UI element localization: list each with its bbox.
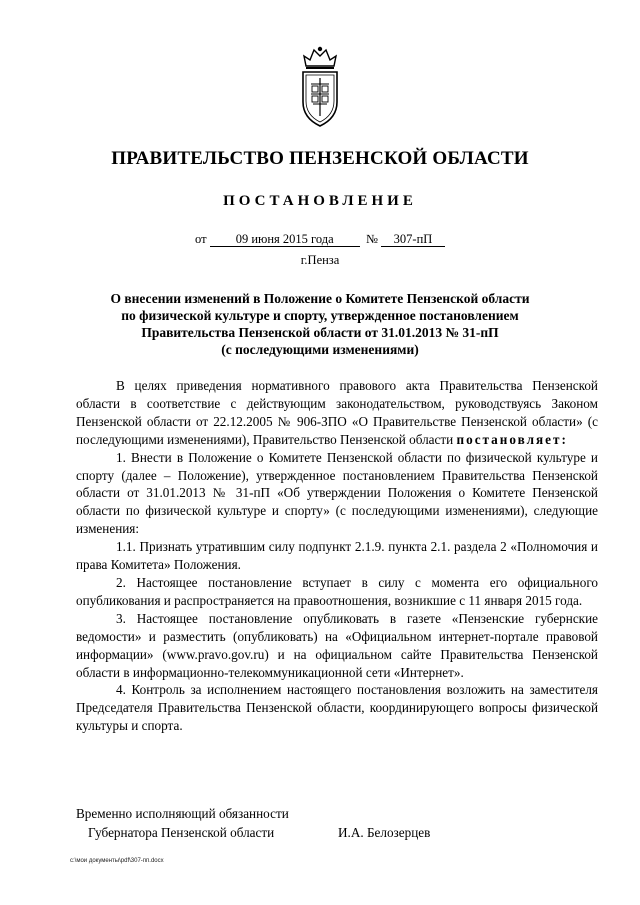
subject-line: Правительства Пензенской области от 31.01.2013 № 31-пП bbox=[141, 325, 499, 340]
signatory-role-line2: Губернатора Пензенской области bbox=[88, 825, 275, 840]
document-type: ПОСТАНОВЛЕНИЕ bbox=[223, 193, 417, 209]
decree-word: постановляет: bbox=[456, 431, 568, 447]
signatory-role-line1: Временно исполняющий обязанности bbox=[76, 806, 289, 821]
item-paragraph: 1.1. Признать утратившим силу подпункт 2.1.9. пункта 2.1. раздела 2 «Полномочия и права Комитета» Положения. bbox=[76, 539, 598, 573]
item-paragraph: 4. Контроль за исполнением настоящего постановления возложить на заместителя Председателя Правительства Пензенской области, координирующего вопросы физической культуры и спорта. bbox=[76, 682, 598, 734]
date-prefix: от bbox=[195, 232, 207, 246]
government-title: ПРАВИТЕЛЬСТВО ПЕНЗЕНСКОЙ ОБЛАСТИ bbox=[111, 148, 529, 169]
subject-line: по физической культуре и спорту, утвержденное постановлением bbox=[121, 308, 519, 323]
preamble-paragraph bbox=[76, 377, 598, 449]
number-prefix: № bbox=[365, 232, 378, 246]
subject-line: О внесении изменений в Положение о Комитете Пензенской области bbox=[110, 291, 530, 306]
decree-body bbox=[76, 377, 598, 735]
decree-number: 307-пП bbox=[381, 232, 445, 247]
item-paragraph: 3. Настоящее постановление опубликовать в газете «Пензенские губернские ведомости» и разместить (опубликовать) на «Официальном интернет-портале правовой информации» (www.pravo.gov.ru) и на официальном сайте Правительства Пензенской области в информационно-телекоммуникационной сети «Интернет». bbox=[76, 610, 598, 680]
decree-subject bbox=[90, 290, 550, 358]
city: г.Пенза bbox=[300, 253, 340, 267]
subject-line: (с последующими изменениями) bbox=[221, 342, 419, 357]
penza-region-coat-of-arms-icon bbox=[296, 44, 344, 130]
file-path-footer: c:\мои документы\pdf\307-пп.docx bbox=[70, 858, 164, 864]
decree-date: 09 июня 2015 года bbox=[210, 232, 360, 247]
item-paragraph: 1. Внести в Положение о Комитете Пензенской области по физической культуре и спорту (далее – Положение), утвержденное постановлением Правительства Пензенской области от 31.01.2013 № 31-пП «Об утверждении Положения о Комитете Пензенской области по физической культуре и спорту» (с последующими изменениями), следующие изменения: bbox=[76, 449, 598, 537]
date-number-line bbox=[0, 232, 640, 247]
item-paragraph: 2. Настоящее постановление вступает в силу с момента его официального опубликования и распространяется на правоотношения, возникшие с 11 января 2015 года. bbox=[76, 574, 598, 608]
signatory-name: И.А. Белозерцев bbox=[338, 825, 431, 840]
preamble-text: В целях приведения нормативного правового акта Правительства Пензенской области в соответствие с действующим законодательством, руководствуясь Законом Пензенской области от 22.12.2005 № 906-ЗПО «О Правительстве Пензенской области» (с последующими изменениями), Правительство Пензенской области bbox=[76, 378, 598, 447]
